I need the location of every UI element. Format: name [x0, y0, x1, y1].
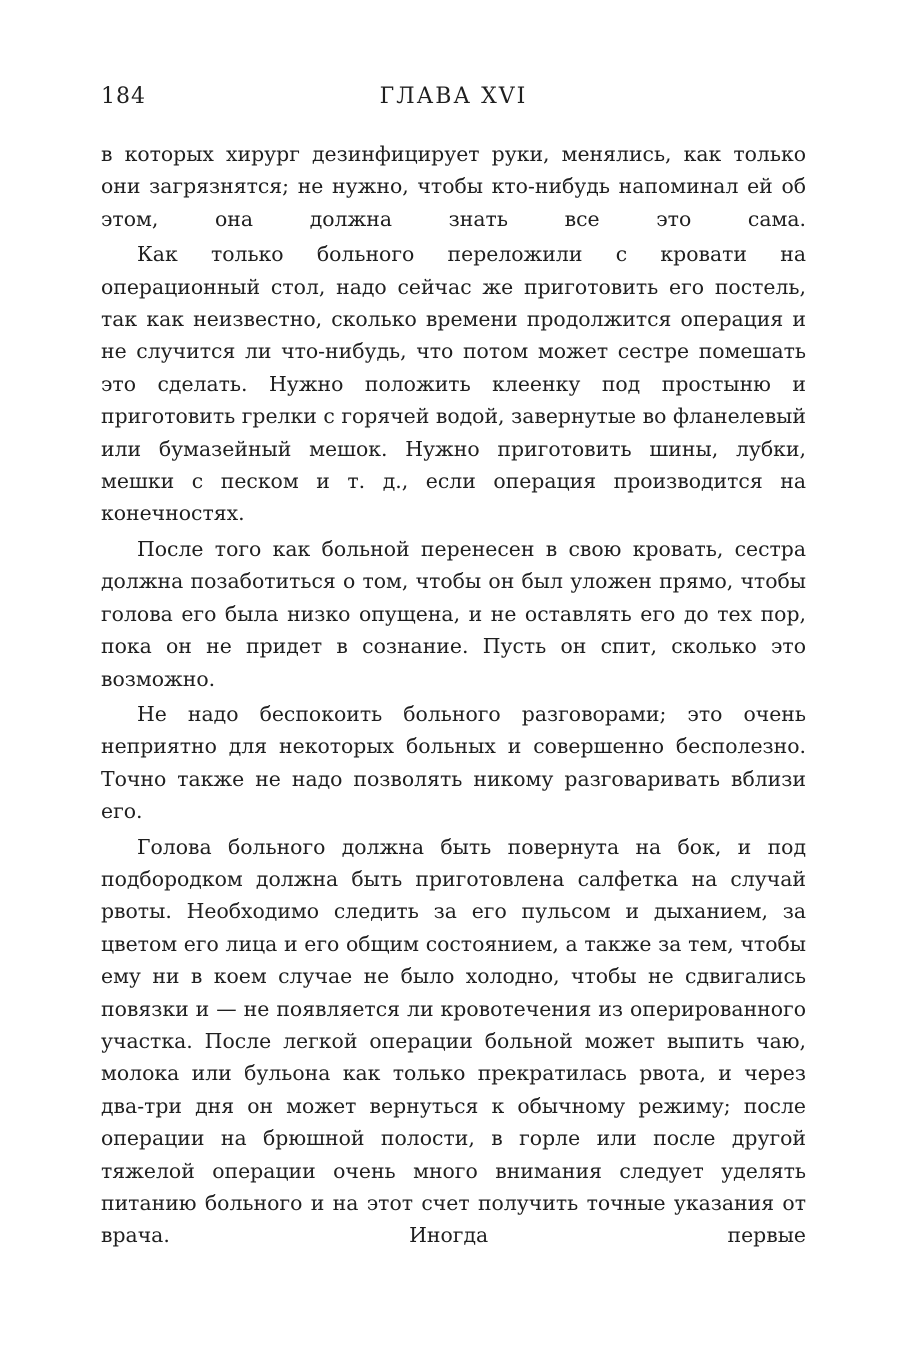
- paragraph-1: в которых хирург дезинфицирует руки, менялись, как только они загрязнятся; не нужно, чтобы кто-нибудь напоминал ей об этом, она должна знать все это сама.: [101, 142, 806, 231]
- paragraph-4: Не надо беспокоить больного разговорами; это очень неприятно для некоторых больных и совершенно бесполезно. Точно также не надо позволять никому разговаривать вблизи его.: [101, 701, 806, 824]
- page-number: 184: [101, 84, 146, 109]
- running-head: ГЛАВА XVI: [379, 84, 528, 109]
- body-text: [101, 138, 806, 1252]
- paragraph-3: После того как больной перенесен в свою кровать, сестра должна позаботиться о том, чтобы он был уложен прямо, чтобы голова его была низко опущена, и не оставлять его до тех пор, пока он не придет в сознание. Пусть он спит, сколько это возможно.: [101, 536, 806, 691]
- paragraph-5: Голова больного должна быть повернута на бок, и под подбородком должна быть приготовлена салфетка на случай рвоты. Необходимо следить за его пульсом и дыханием, за цветом его лица и его общим состоянием, а также за тем, чтобы ему ни в коем случае не было холодно, чтобы не сдвигались повязки и — не появляется ли кровотечения из оперированного участка. После легкой операции больной может выпить чаю, молока или бульона как только прекратилась рвота, и через два-три дня он может вернуться к обычному режиму; после операции на брюшной полости, в горле или после другой тяжелой операции очень много внимания следует уделять питанию больного и на этот счет получить точные указания от врача. Иногда первые: [101, 834, 806, 1248]
- page-header: [101, 84, 806, 118]
- paragraph-2: Как только больного переложили с кровати на операционный стол, надо сейчас же приготовить его постель, так как неизвестно, сколько времени продолжится операция и не случится ли что-нибудь, что потом может сестре помешать это сделать. Нужно положить клеенку под простыню и приготовить грелки с горячей водой, завернутые во фланелевый или бумазейный мешок. Нужно приготовить шины, лубки, мешки с песком и т. д., если операция производится на конечностях.: [101, 242, 806, 526]
